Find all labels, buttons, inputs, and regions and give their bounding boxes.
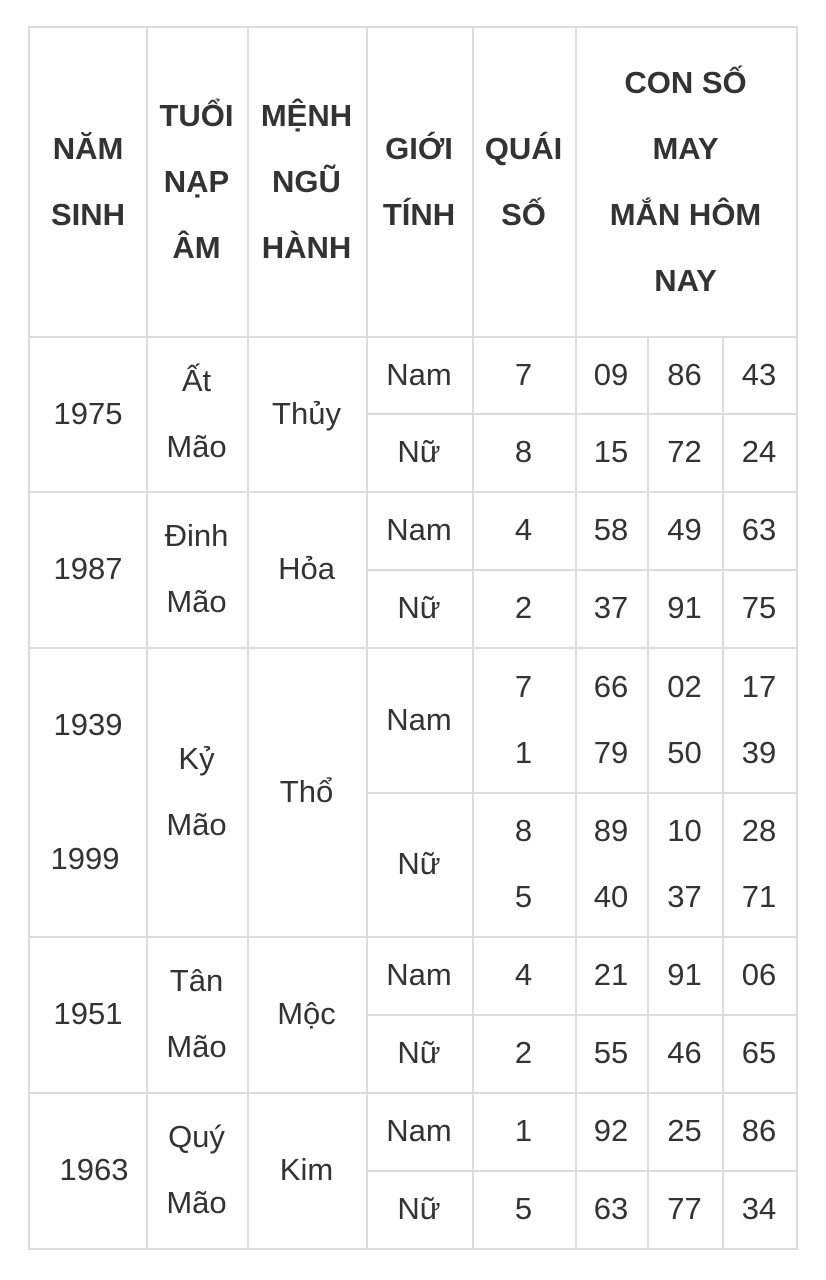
quai-so: 2 — [514, 1035, 533, 1070]
header-line: SỐ — [501, 197, 546, 232]
quai-so: 7 — [514, 356, 533, 392]
menh: Hỏa — [278, 551, 335, 586]
lucky-number: 10 — [667, 813, 702, 848]
header-con-so-may-man — [575, 28, 796, 336]
quai-so: 2 — [514, 590, 533, 625]
lucky-number: 06 — [741, 957, 777, 992]
quai-so: 4 — [514, 957, 533, 992]
header-line: HÀNH — [261, 230, 352, 265]
gender: Nữ — [397, 846, 441, 881]
quai-so-value: 7 — [514, 668, 533, 704]
lucky-number: 66 — [593, 668, 629, 704]
lucky-number: 58 — [593, 512, 629, 547]
header-quai-so — [472, 28, 575, 336]
header-line: NĂM — [52, 131, 124, 166]
nap-am — [146, 491, 247, 647]
header-line: MẮN HÔM — [609, 197, 762, 232]
lucky-number: 34 — [741, 1191, 777, 1226]
header-menh-ngu-hanh — [247, 28, 366, 336]
lucky-number: 37 — [667, 879, 702, 914]
lucky-number: 63 — [593, 1191, 629, 1226]
nap-am-line: Mão — [166, 806, 227, 842]
birth-year: 1975 — [53, 395, 123, 431]
birth-year: 1951 — [53, 996, 123, 1031]
nap-am — [146, 1092, 247, 1248]
header-nam-sinh — [30, 28, 146, 336]
quai-so-value: 1 — [514, 734, 533, 770]
gender: Nữ — [397, 590, 441, 625]
nap-am-line: Mão — [166, 428, 227, 464]
lucky-number: 43 — [741, 356, 777, 392]
lucky-number: 63 — [741, 512, 777, 547]
header-line: ÂM — [172, 230, 221, 265]
lucky-number-cell — [722, 792, 796, 936]
lucky-number: 28 — [741, 813, 777, 848]
quai-so: 1 — [514, 1113, 533, 1148]
gender: Nữ — [397, 434, 441, 469]
gender: Nữ — [397, 1191, 441, 1226]
menh: Thủy — [272, 395, 341, 431]
lucky-number: 79 — [593, 734, 629, 770]
nap-am-line: Quý — [168, 1119, 225, 1154]
birth-year: 1963 — [59, 1152, 129, 1187]
lucky-number-cell — [647, 792, 722, 936]
quai-so: 8 — [514, 434, 533, 469]
nap-am — [146, 336, 247, 491]
menh: Kim — [279, 1152, 334, 1187]
header-line: NAY — [654, 263, 717, 298]
menh: Thổ — [279, 773, 334, 809]
lucky-number: 72 — [667, 434, 702, 469]
header-line: SINH — [50, 197, 126, 232]
header-line: GIỚI — [385, 131, 453, 166]
lucky-number: 15 — [593, 434, 629, 469]
birth-year: 1999 — [50, 841, 120, 876]
lucky-number: 09 — [593, 356, 629, 392]
menh: Mộc — [277, 996, 336, 1031]
quai-so: 4 — [514, 512, 533, 547]
lucky-number: 77 — [667, 1191, 702, 1226]
nap-am-line: Ất — [181, 362, 212, 398]
quai-so — [472, 647, 575, 792]
header-line: NGŨ — [272, 164, 341, 199]
lucky-number-cell — [722, 647, 796, 792]
lucky-number: 40 — [593, 879, 629, 914]
lucky-number: 02 — [667, 668, 702, 704]
gender: Nam — [386, 356, 452, 392]
lucky-number: 71 — [741, 879, 777, 914]
header-line: QUÁI — [484, 131, 563, 166]
lucky-number-cell — [575, 792, 647, 936]
lucky-number: 50 — [667, 734, 702, 770]
quai-so-value: 8 — [514, 813, 533, 848]
birth-year: 1987 — [53, 551, 123, 586]
lucky-number: 89 — [593, 813, 629, 848]
lucky-number: 91 — [667, 957, 702, 992]
nap-am — [146, 647, 247, 936]
nap-am — [146, 936, 247, 1092]
nap-am-line: Kỷ — [178, 740, 215, 776]
lucky-number: 55 — [593, 1035, 629, 1070]
header-tuoi-nap-am — [146, 28, 247, 336]
gender: Nam — [386, 957, 452, 992]
lucky-number: 24 — [741, 434, 777, 469]
header-line: TUỔI — [159, 98, 234, 133]
header-line: MỆNH — [260, 98, 353, 133]
lucky-number: 21 — [593, 957, 629, 992]
quai-so — [472, 792, 575, 936]
lucky-number: 86 — [667, 356, 702, 392]
nap-am-line: Tân — [169, 963, 224, 998]
lucky-number-cell — [575, 647, 647, 792]
lucky-number: 92 — [593, 1113, 629, 1148]
lucky-number: 25 — [667, 1113, 702, 1148]
lucky-number: 37 — [593, 590, 629, 625]
lucky-number: 65 — [741, 1035, 777, 1070]
lucky-number: 49 — [667, 512, 702, 547]
lucky-number-cell — [647, 647, 722, 792]
header-line: TÍNH — [382, 197, 456, 232]
lucky-number: 17 — [741, 668, 777, 704]
nap-am-line: Mão — [166, 584, 227, 619]
gender: Nam — [386, 701, 452, 737]
lucky-number: 75 — [741, 590, 777, 625]
header-line: MAY — [652, 131, 719, 166]
lucky-number: 86 — [741, 1113, 777, 1148]
gender: Nam — [386, 1113, 452, 1148]
lucky-number: 91 — [667, 590, 702, 625]
lucky-number: 46 — [667, 1035, 702, 1070]
nap-am-line: Mão — [166, 1185, 227, 1220]
nap-am-line: Đinh — [164, 518, 229, 553]
gender: Nam — [386, 512, 452, 547]
lucky-number-table — [28, 26, 798, 1250]
header-gioi-tinh — [366, 28, 472, 336]
gender: Nữ — [397, 1035, 441, 1070]
lucky-number: 39 — [741, 734, 777, 770]
header-line: NẠP — [163, 164, 230, 199]
nap-am-line: Mão — [166, 1029, 227, 1064]
quai-so-value: 5 — [514, 879, 533, 914]
birth-year: 1939 — [53, 707, 123, 742]
header-line: CON SỐ — [624, 65, 747, 100]
quai-so: 5 — [514, 1191, 533, 1226]
